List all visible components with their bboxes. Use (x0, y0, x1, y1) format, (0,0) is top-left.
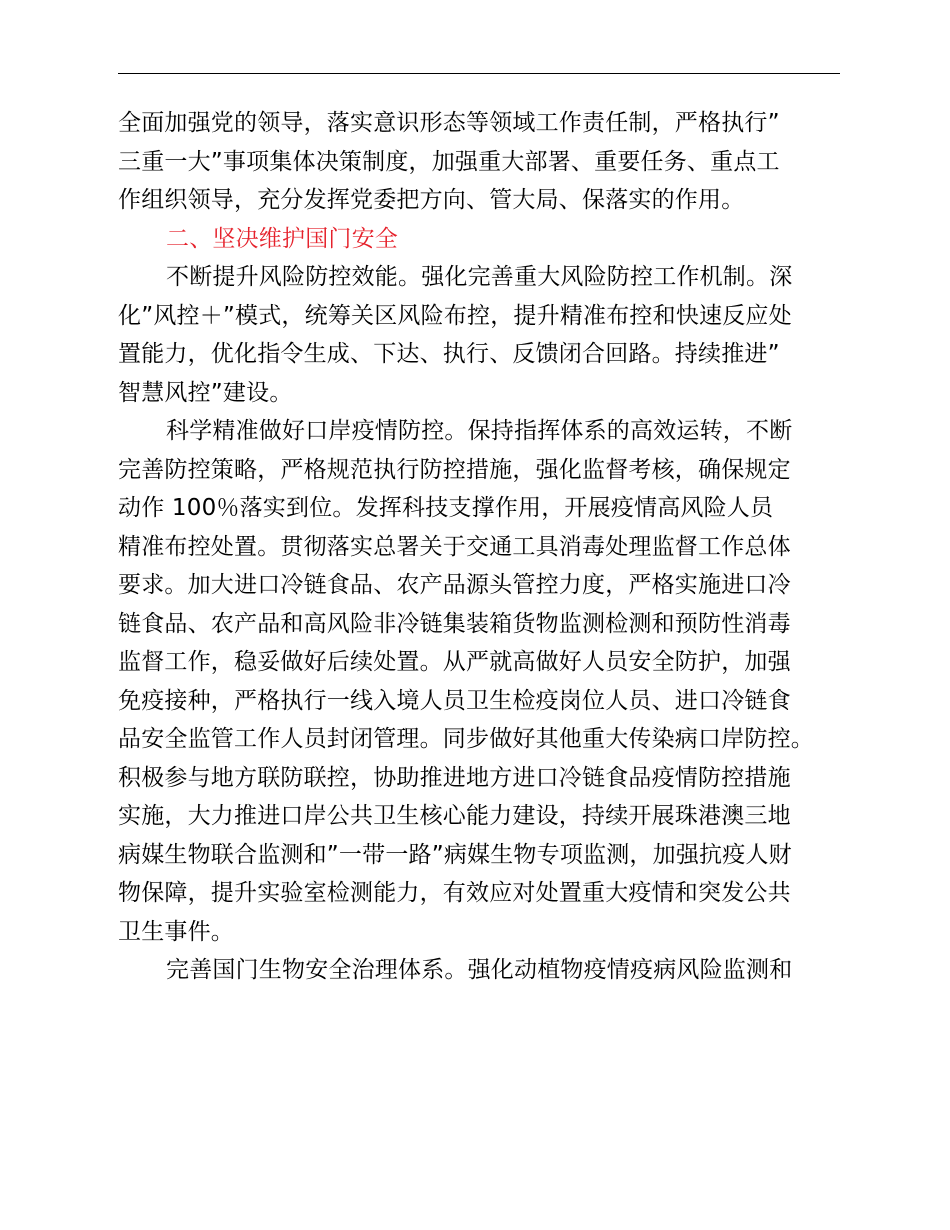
text-line: 精准布控处置。贯彻落实总署关于交通工具消毒处理监督工作总体 (118, 533, 791, 560)
text-line: 化”风控＋”模式，统筹关区风险布控，提升精准布控和快速反应处 (118, 302, 792, 329)
document-body (118, 104, 858, 990)
section-heading: 二、坚决维护国门安全 (166, 225, 398, 252)
text-line: 品安全监管工作人员封闭管理。同步做好其他重大传染病口岸防控。 (118, 726, 814, 752)
text-line: 置能力，优化指令生成、下达、执行、反馈闭合回路。持续推进” (118, 341, 780, 367)
text-line: 积极参与地方联防联控，协助推进地方进口冷链食品疫情防控措施 (118, 764, 791, 791)
text-line: 完善国门生物安全治理体系。强化动植物疫情疫病风险监测和 (166, 957, 793, 983)
text-line: 动作 100％落实到位。发挥科技支撑作用，开展疫情高风险人员 (118, 495, 774, 521)
paragraph-risk-control (118, 258, 858, 412)
text-line: 要求。加大进口冷链食品、农产品源头管控力度，严格实施进口冷 (118, 572, 791, 598)
text-line: 物保障，提升实验室检测能力，有效应对处置重大疫情和突发公共 (118, 880, 791, 906)
text-line: 三重一大”事项集体决策制度，加强重大部署、重要任务、重点工 (118, 148, 780, 175)
text-line: 实施，大力推进口岸公共卫生核心能力建设，持续开展珠港澳三地 (118, 803, 791, 829)
text-line: 免疫接种，严格执行一线入境人员卫生检疫岗位人员、进口冷链食 (118, 687, 791, 714)
text-line: 不断提升风险防控效能。强化完善重大风险防控工作机制。深 (166, 264, 793, 290)
text-line: 卫生事件。 (118, 918, 234, 945)
text-line: 作组织领导，充分发挥党委把方向、管大局、保落实的作用。 (118, 187, 745, 213)
paragraph-epidemic-control (118, 412, 858, 951)
text-line: 智慧风控”建设。 (118, 379, 293, 406)
text-line: 全面加强党的领导，落实意识形态等领域工作责任制，严格执行” (118, 110, 780, 136)
text-line: 科学精准做好口岸疫情防控。保持指挥体系的高效运转，不断 (166, 418, 793, 444)
text-line: 监督工作，稳妥做好后续处置。从严就高做好人员安全防护，加强 (118, 649, 791, 675)
text-line: 病媒生物联合监测和”一带一路”病媒生物专项监测，加强抗疫人财 (118, 841, 792, 868)
text-line: 链食品、农产品和高风险非冷链集装箱货物监测检测和预防性消毒 (118, 610, 791, 637)
paragraph-biosecurity (118, 951, 858, 990)
header-rule (118, 73, 840, 74)
paragraph-party-leadership (118, 104, 858, 220)
text-line: 完善防控策略，严格规范执行防控措施，强化监督考核，确保规定 (118, 456, 791, 483)
